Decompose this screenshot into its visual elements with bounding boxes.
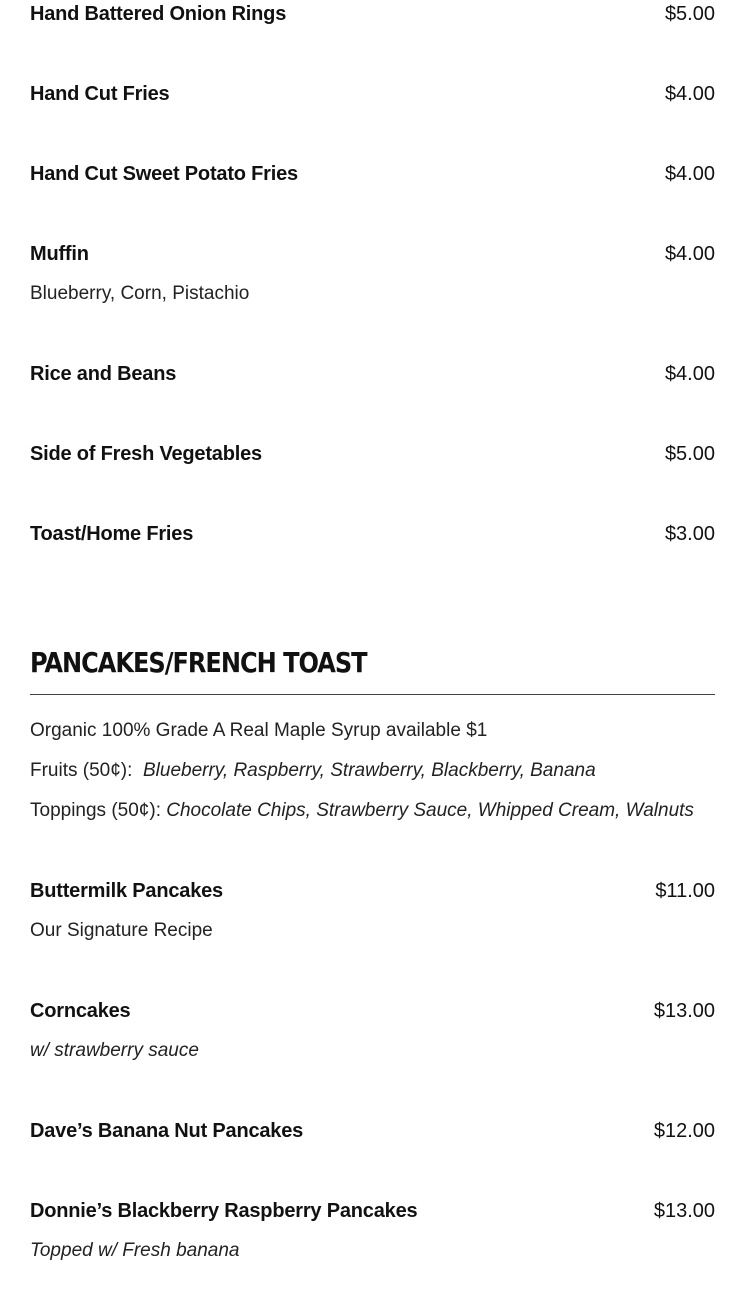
menu-item-row [30,1197,715,1225]
menu-item-row [30,240,715,268]
menu-item-sweet-potato-fries [30,160,715,188]
menu-item-row [30,520,715,548]
menu-item-toast-home-fries [30,520,715,548]
menu-item-blackberry-raspberry-pancakes [30,1197,715,1265]
menu-item-name: Donnie’s Blackberry Raspberry Pancakes [30,1200,418,1222]
menu-item-corncakes [30,997,715,1065]
toppings-note [30,797,694,825]
menu-item-description: Our Signature Recipe [30,920,213,941]
menu-item-row [30,1117,715,1145]
maple-syrup-note: Organic 100% Grade A Real Maple Syrup available $1 [30,720,488,741]
menu-item-row [30,360,715,388]
menu-item-name: Hand Battered Onion Rings [30,3,287,25]
menu-item-price: $4.00 [664,363,715,385]
menu-item-rice-and-beans [30,360,715,388]
menu-item-price: $13.00 [653,1000,715,1022]
menu-item-name: Corncakes [30,1000,131,1022]
fruits-list: Blueberry, Raspberry, Strawberry, Blackberry, Banana [142,760,596,781]
menu-item-description: Blueberry, Corn, Pistachio [30,283,250,304]
menu-item-row [30,440,715,468]
section-divider [30,694,715,695]
toppings-list: Chocolate Chips, Strawberry Sauce, Whipped Cream, Walnuts [166,800,694,821]
menu-item-price: $11.00 [655,880,715,902]
section-title: PANCAKES/FRENCH TOAST [30,646,367,679]
menu-item-name: Side of Fresh Vegetables [30,443,262,465]
menu-item-muffin [30,240,715,308]
menu-item-row [30,877,715,905]
menu-item-row [30,0,715,28]
menu-item-name: Hand Cut Sweet Potato Fries [30,163,298,185]
menu-item-price: $4.00 [664,163,715,185]
fruits-note [30,757,596,785]
menu-item-name: Hand Cut Fries [30,83,170,105]
menu-item-price: $5.00 [664,443,715,465]
toppings-label: Toppings (50¢): [30,800,167,821]
menu-item-row [30,160,715,188]
menu-item-name: Muffin [30,243,89,265]
menu-item-price: $12.00 [653,1120,715,1142]
fruits-label: Fruits (50¢): [30,760,143,781]
menu-item-banana-nut-pancakes [30,1117,715,1145]
menu-item-price: $13.00 [653,1200,715,1222]
menu-item-name: Toast/Home Fries [30,523,194,545]
menu-item-description: Topped w/ Fresh banana [30,1240,240,1261]
menu-item-description: w/ strawberry sauce [30,1040,199,1061]
menu-item-buttermilk-pancakes [30,877,715,945]
menu-item-price: $4.00 [664,243,715,265]
menu-item-name: Buttermilk Pancakes [30,880,223,902]
menu-item-onion-rings [30,0,715,28]
menu-item-hand-cut-fries [30,80,715,108]
menu-item-row [30,997,715,1025]
menu-item-name: Rice and Beans [30,363,177,385]
menu-item-price: $5.00 [664,3,715,25]
menu-item-name: Dave’s Banana Nut Pancakes [30,1120,304,1142]
menu-item-row [30,80,715,108]
menu-item-fresh-vegetables [30,440,715,468]
section-pancakes-french-toast [30,645,715,695]
menu-item-price: $3.00 [664,523,715,545]
menu-item-price: $4.00 [664,83,715,105]
